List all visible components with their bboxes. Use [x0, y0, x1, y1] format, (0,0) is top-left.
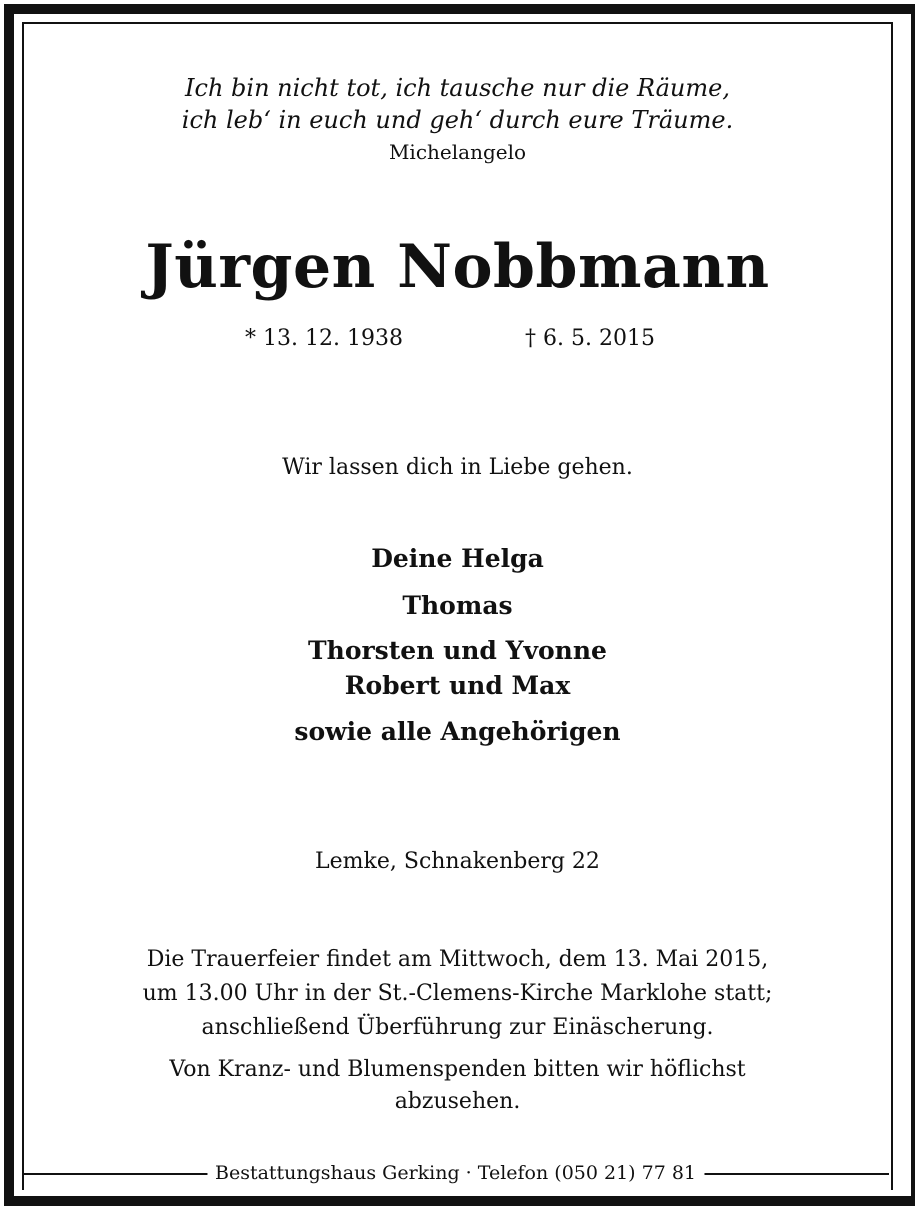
family-line-1: Deine Helga	[371, 544, 544, 573]
address: Lemke, Schnakenberg 22	[315, 849, 600, 874]
death-date: † 6. 5. 2015	[525, 326, 655, 351]
family-lines-3-4	[0, 633, 915, 703]
funeral-service-info	[0, 943, 915, 1045]
deceased-name: Jürgen Nobbmann	[145, 232, 770, 302]
quote-line-1: Ich bin nicht tot, ich tausche nur die Räume,	[185, 74, 730, 102]
farewell-text: Wir lassen dich in Liebe gehen.	[282, 455, 633, 480]
service-line-2: um 13.00 Uhr in der St.-Clemens-Kirche Marklohe statt;	[142, 981, 773, 1006]
birth-date: * 13. 12. 1938	[245, 326, 403, 351]
flowers-line-2: abzusehen.	[394, 1089, 521, 1114]
flowers-request	[0, 1054, 915, 1118]
funeral-home-contact: Bestattungshaus Gerking · Telefon (050 21) 77 81	[207, 1158, 704, 1188]
quote	[0, 72, 915, 136]
family-line-2: Thomas	[402, 591, 513, 620]
flowers-line-1: Von Kranz- und Blumenspenden bitten wir höflichst	[169, 1057, 746, 1082]
service-line-3: anschließend Überführung zur Einäscherung.	[201, 1015, 714, 1040]
family-line-4: Robert und Max	[344, 671, 571, 700]
family-line-5: sowie alle Angehörigen	[294, 717, 621, 746]
quote-line-2: ich leb‘ in euch und geh‘ durch eure Träume.	[181, 106, 734, 134]
service-line-1: Die Trauerfeier findet am Mittwoch, dem 13. Mai 2015,	[146, 947, 769, 972]
footer	[22, 1158, 889, 1188]
quote-author: Michelangelo	[388, 140, 527, 164]
family-line-3: Thorsten und Yvonne	[308, 636, 607, 665]
